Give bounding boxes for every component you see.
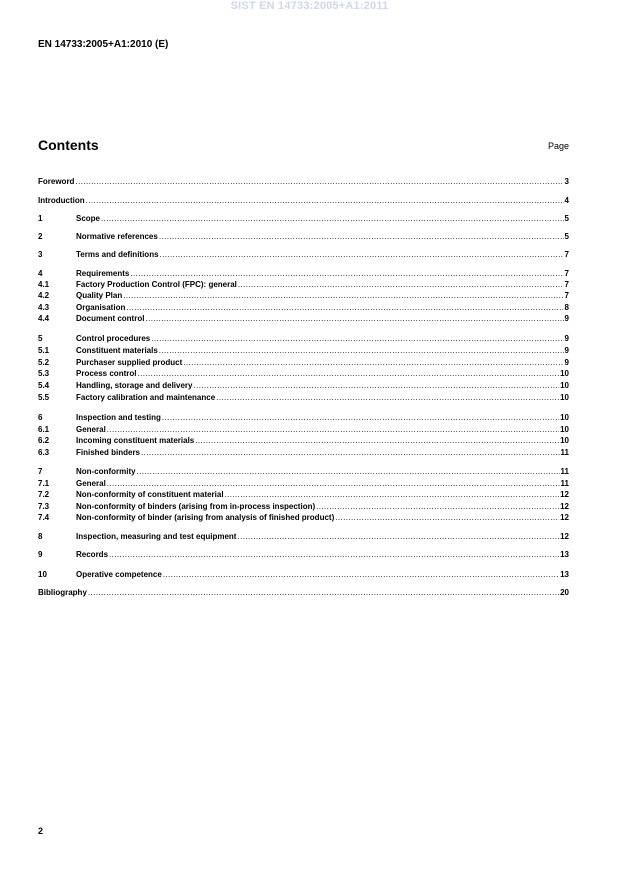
toc-entry-5-2[interactable] — [38, 357, 569, 368]
toc-number: 3 — [38, 250, 43, 259]
toc-title: Terms and definitions — [76, 250, 159, 259]
toc-number: 5 — [38, 334, 43, 343]
toc-title: Handling, storage and delivery — [76, 381, 193, 390]
toc-page: 7 — [564, 269, 569, 278]
toc-title: Incoming constituent materials — [76, 436, 195, 445]
toc-number: 8 — [38, 532, 43, 541]
toc-entry-6-1[interactable] — [38, 424, 569, 435]
toc-entry-bibliography[interactable] — [38, 587, 569, 598]
toc-number: 7.3 — [38, 502, 50, 511]
toc-entry-7-2[interactable] — [38, 489, 569, 500]
toc-page: 10 — [560, 436, 569, 445]
toc-entry-5[interactable] — [38, 333, 569, 344]
toc-leader — [225, 489, 560, 500]
toc-leader — [195, 435, 559, 446]
toc-leader — [137, 368, 559, 379]
toc-number: 4.4 — [38, 314, 50, 323]
toc-title: Non-conformity — [76, 467, 136, 476]
toc-entry-8[interactable] — [38, 531, 569, 542]
toc-title: Process control — [76, 369, 137, 378]
document-id: EN 14733:2005+A1:2010 (E) — [38, 39, 169, 50]
toc-page: 11 — [560, 479, 569, 488]
toc-page: 3 — [564, 177, 569, 186]
toc-number: 7.2 — [38, 490, 50, 499]
toc-leader — [160, 249, 564, 260]
toc-number: 2 — [38, 232, 43, 241]
toc-title: Constituent materials — [76, 346, 158, 355]
toc-entry-4-1[interactable] — [38, 279, 569, 290]
toc-page: 8 — [564, 303, 569, 312]
toc-leader — [335, 512, 559, 523]
toc-page: 7 — [564, 250, 569, 259]
toc-page: 12 — [560, 513, 569, 522]
toc-entry-3[interactable] — [38, 249, 569, 260]
toc-number: 4.1 — [38, 280, 50, 289]
toc-title: Introduction — [38, 196, 85, 205]
toc-title: Quality Plan — [76, 291, 123, 300]
toc-title: Non-conformity of binder (arising from analysis of finished product) — [76, 513, 335, 522]
toc-page: 12 — [560, 532, 569, 541]
toc-number: 6 — [38, 413, 43, 422]
toc-leader — [141, 447, 560, 458]
toc-leader — [88, 587, 559, 598]
toc-leader — [163, 569, 559, 580]
toc-number: 4 — [38, 269, 43, 278]
toc-page: 4 — [564, 196, 569, 205]
toc-page: 10 — [560, 393, 569, 402]
toc-title: Non-conformity of binders (arising from in-process inspection) — [76, 502, 316, 511]
toc-title: Factory Production Control (FPC): general — [76, 280, 237, 289]
toc-number: 6.3 — [38, 448, 50, 457]
toc-leader — [145, 313, 563, 324]
toc-page: 9 — [564, 358, 569, 367]
toc-page: 20 — [560, 588, 569, 597]
toc-entry-7-3[interactable] — [38, 501, 569, 512]
toc-page: 10 — [560, 381, 569, 390]
toc-page: 10 — [560, 369, 569, 378]
toc-number: 4.3 — [38, 303, 50, 312]
toc-title: Factory calibration and maintenance — [76, 393, 216, 402]
toc-leader — [109, 549, 559, 560]
page-column-label: Page — [547, 141, 569, 151]
toc-entry-4-4[interactable] — [38, 313, 569, 324]
toc-leader — [159, 231, 564, 242]
toc-number: 6.2 — [38, 436, 50, 445]
toc-leader — [130, 268, 563, 279]
toc-number: 5.3 — [38, 369, 50, 378]
watermark: SIST EN 14733:2005+A1:2011 — [230, 0, 389, 12]
toc-entry-6-3[interactable] — [38, 447, 569, 458]
toc-number: 4.2 — [38, 291, 50, 300]
toc-number: 7.1 — [38, 479, 50, 488]
toc-leader — [75, 176, 563, 187]
toc-page: 12 — [560, 490, 569, 499]
page-number: 2 — [38, 826, 44, 836]
toc-title: Inspection and testing — [76, 413, 161, 422]
toc-leader — [151, 333, 563, 344]
toc-entry-foreword[interactable] — [38, 176, 569, 187]
toc-number: 5.1 — [38, 346, 50, 355]
toc-title: Scope — [76, 214, 101, 223]
toc-page: 7 — [564, 280, 569, 289]
toc-page: 5 — [564, 232, 569, 241]
toc-title: Finished binders — [76, 448, 141, 457]
toc-title: Bibliography — [38, 588, 87, 597]
toc-entry-5-4[interactable] — [38, 380, 569, 391]
toc-title: General — [76, 425, 106, 434]
toc-entry-introduction[interactable] — [38, 195, 569, 206]
toc-leader — [101, 213, 564, 224]
toc-number: 10 — [38, 570, 47, 579]
toc-page: 10 — [560, 425, 569, 434]
toc-leader — [237, 531, 559, 542]
toc-title: Foreword — [38, 177, 75, 186]
toc-entry-1[interactable] — [38, 213, 569, 224]
toc-page: 12 — [560, 502, 569, 511]
toc-title: Inspection, measuring and test equipment — [76, 532, 237, 541]
toc-leader — [159, 345, 564, 356]
toc-title: General — [76, 479, 106, 488]
toc-title: Requirements — [76, 269, 130, 278]
toc-title: Non-conformity of constituent material — [76, 490, 224, 499]
toc-page: 11 — [560, 448, 569, 457]
toc-number: 7 — [38, 467, 43, 476]
toc-entry-10[interactable] — [38, 569, 569, 580]
toc-page: 11 — [560, 467, 569, 476]
toc-page: 13 — [560, 570, 569, 579]
toc-entry-5-5[interactable] — [38, 392, 569, 403]
toc-entry-5-3[interactable] — [38, 368, 569, 379]
toc-page: 13 — [560, 550, 569, 559]
toc-entry-7-4[interactable] — [38, 512, 569, 523]
toc-number: 5.5 — [38, 393, 50, 402]
toc-page: 7 — [564, 291, 569, 300]
toc-number: 1 — [38, 214, 43, 223]
toc-number: 5.2 — [38, 358, 50, 367]
toc-number: 5.4 — [38, 381, 50, 390]
toc-leader — [126, 302, 563, 313]
toc-entry-2[interactable] — [38, 231, 569, 242]
toc-leader — [107, 424, 559, 435]
toc-page: 5 — [564, 214, 569, 223]
toc-leader — [123, 290, 563, 301]
toc-title: Purchaser supplied product — [76, 358, 183, 367]
toc-leader — [183, 357, 563, 368]
toc-number: 6.1 — [38, 425, 50, 434]
toc-entry-6-2[interactable] — [38, 435, 569, 446]
toc-title: Document control — [76, 314, 145, 323]
toc-leader — [86, 195, 564, 206]
toc-entry-6[interactable] — [38, 412, 569, 423]
toc-page: 9 — [564, 314, 569, 323]
toc-entry-7-1[interactable] — [38, 478, 569, 489]
toc-leader — [216, 392, 559, 403]
toc-title: Organisation — [76, 303, 126, 312]
toc-entry-7[interactable] — [38, 466, 569, 477]
contents-heading: Contents — [38, 137, 99, 153]
toc-page: 10 — [560, 413, 569, 422]
toc-leader — [316, 501, 559, 512]
toc-page: 9 — [564, 346, 569, 355]
toc-leader — [162, 412, 559, 423]
toc-entry-4-2[interactable] — [38, 290, 569, 301]
toc-leader — [193, 380, 559, 391]
toc-entry-4[interactable] — [38, 268, 569, 279]
toc-number: 7.4 — [38, 513, 50, 522]
toc-entry-9[interactable] — [38, 549, 569, 560]
toc-leader — [107, 478, 560, 489]
toc-title: Operative competence — [76, 570, 162, 579]
toc-title: Records — [76, 550, 109, 559]
toc-leader — [137, 466, 560, 477]
toc-entry-4-3[interactable] — [38, 302, 569, 313]
toc-number: 9 — [38, 550, 43, 559]
toc-page: 9 — [564, 334, 569, 343]
toc-title: Normative references — [76, 232, 158, 241]
toc-leader — [238, 279, 564, 290]
toc-title: Control procedures — [76, 334, 151, 343]
toc-entry-5-1[interactable] — [38, 345, 569, 356]
